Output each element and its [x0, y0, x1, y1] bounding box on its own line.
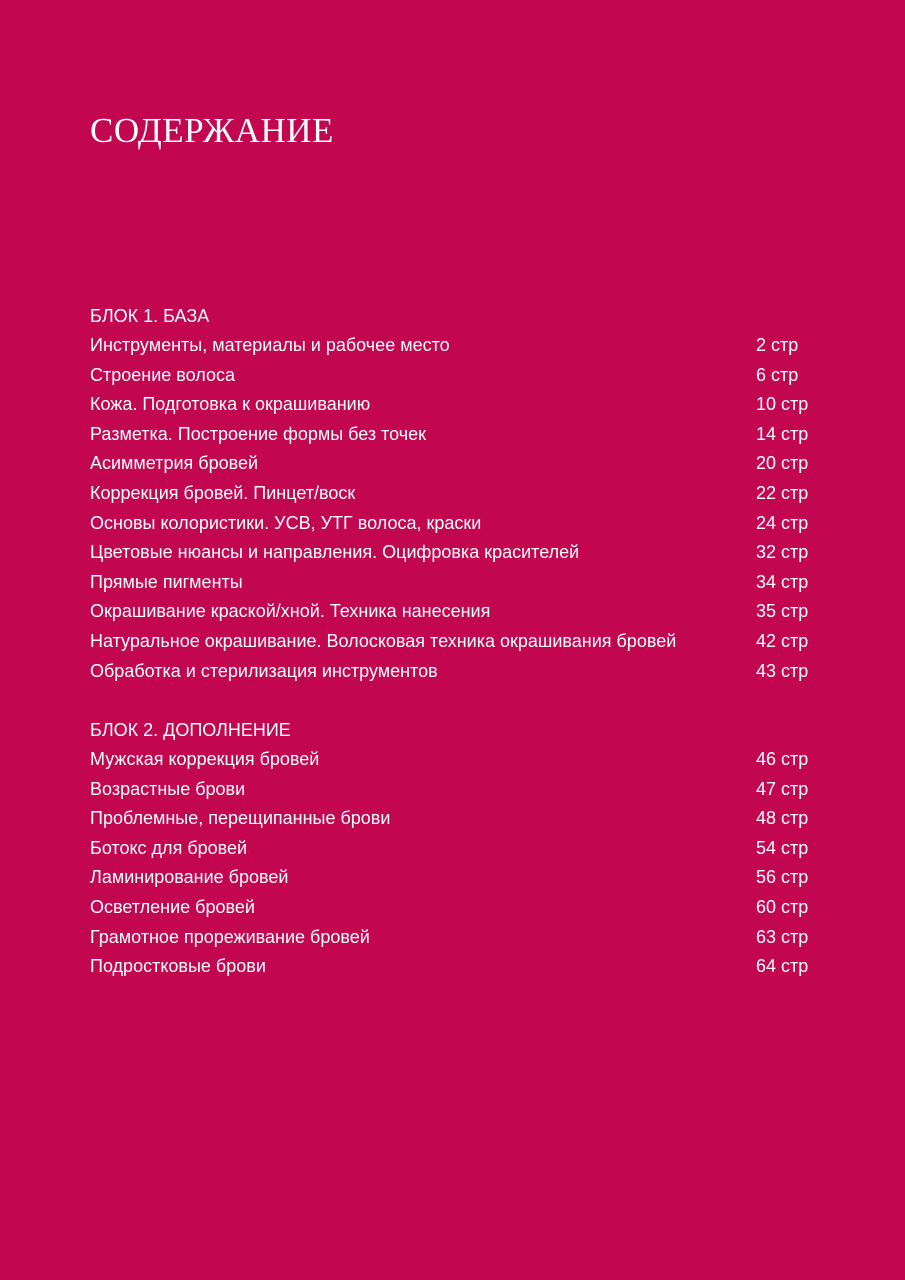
toc-page-number: 48 стр: [756, 808, 809, 829]
toc-list: [90, 745, 830, 982]
toc-entry-title: Строение волоса: [90, 364, 235, 385]
toc-page-number: 60 стр: [756, 896, 809, 917]
toc-page-number: 14 стр: [756, 423, 809, 444]
toc-row[interactable]: [90, 420, 830, 450]
toc-entry-title: Инструменты, материалы и рабочее место: [90, 335, 450, 355]
toc-page-number: 32 стр: [756, 542, 809, 563]
toc-entry-title: Цветовые нюансы и направления. Оцифровка красителей: [90, 542, 580, 563]
toc-page-number: 43 стр: [756, 660, 809, 681]
section-heading: БЛОК 1. БАЗА: [90, 306, 210, 326]
toc-page-number: 42 стр: [756, 630, 809, 651]
toc-page-number: 2 стр: [756, 335, 799, 355]
toc-entry-title: Осветление бровей: [90, 896, 255, 917]
toc-entry-title: Коррекция бровей. Пинцет/воск: [90, 482, 356, 503]
toc-row[interactable]: [90, 834, 830, 864]
toc-page-number: 22 стр: [756, 482, 809, 503]
toc-row[interactable]: [90, 627, 830, 657]
toc-page-number: 54 стр: [756, 837, 809, 858]
toc-page-number: 6 стр: [756, 364, 799, 385]
toc-row[interactable]: [90, 952, 830, 982]
toc-entry-title: Кожа. Подготовка к окрашиванию: [90, 394, 371, 415]
toc-entry-title: Ботокс для бровей: [90, 837, 248, 858]
toc-row[interactable]: [90, 331, 830, 361]
toc-page-number: 35 стр: [756, 601, 809, 622]
toc-list: [90, 331, 830, 686]
toc-page-number: 10 стр: [756, 394, 809, 415]
toc-entry-title: Подростковые брови: [90, 956, 266, 977]
toc-page-number: 47 стр: [756, 778, 809, 799]
toc-row[interactable]: [90, 509, 830, 539]
section-block-1: [90, 302, 830, 686]
toc-page-number: 46 стр: [756, 749, 809, 769]
toc-entry-title: Проблемные, перещипанные брови: [90, 808, 391, 829]
toc-row[interactable]: [90, 449, 830, 479]
toc-row[interactable]: [90, 657, 830, 687]
toc-row[interactable]: [90, 538, 830, 568]
toc-entry-title: Мужская коррекция бровей: [90, 749, 320, 769]
toc-entry-title: Ламинирование бровей: [90, 867, 289, 888]
toc-page-number: 24 стр: [756, 512, 809, 533]
toc-row[interactable]: [90, 745, 830, 775]
toc-entry-title: Асимметрия бровей: [90, 453, 259, 474]
section-block-2: [90, 716, 830, 982]
toc-row[interactable]: [90, 923, 830, 953]
toc-page-number: 63 стр: [756, 926, 809, 947]
toc-row[interactable]: [90, 863, 830, 893]
page-title: СОДЕРЖАНИЕ: [90, 111, 334, 151]
toc-entry-title: Разметка. Построение формы без точек: [90, 423, 427, 444]
toc-row[interactable]: [90, 775, 830, 805]
toc-entry-title: Окрашивание краской/хной. Техника нанесения: [90, 601, 491, 622]
toc-row[interactable]: [90, 361, 830, 391]
toc-entry-title: Возрастные брови: [90, 778, 246, 799]
toc-row[interactable]: [90, 893, 830, 923]
toc-page-number: 64 стр: [756, 956, 809, 977]
toc-row[interactable]: [90, 479, 830, 509]
toc-row[interactable]: [90, 390, 830, 420]
toc-entry-title: Прямые пигменты: [90, 571, 243, 592]
section-heading: БЛОК 2. ДОПОЛНЕНИЕ: [90, 720, 291, 740]
toc-row[interactable]: [90, 568, 830, 598]
toc-row[interactable]: [90, 597, 830, 627]
toc-entry-title: Натуральное окрашивание. Волосковая техника окрашивания бровей: [90, 630, 677, 651]
toc-page-number: 20 стр: [756, 453, 809, 474]
toc-entry-title: Грамотное прореживание бровей: [90, 926, 370, 947]
toc-row[interactable]: [90, 804, 830, 834]
toc-entry-title: Обработка и стерилизация инструментов: [90, 660, 438, 681]
toc-page-number: 56 стр: [756, 867, 809, 888]
toc-page-number: 34 стр: [756, 571, 809, 592]
toc-entry-title: Основы колористики. УСВ, УТГ волоса, краски: [90, 512, 482, 533]
